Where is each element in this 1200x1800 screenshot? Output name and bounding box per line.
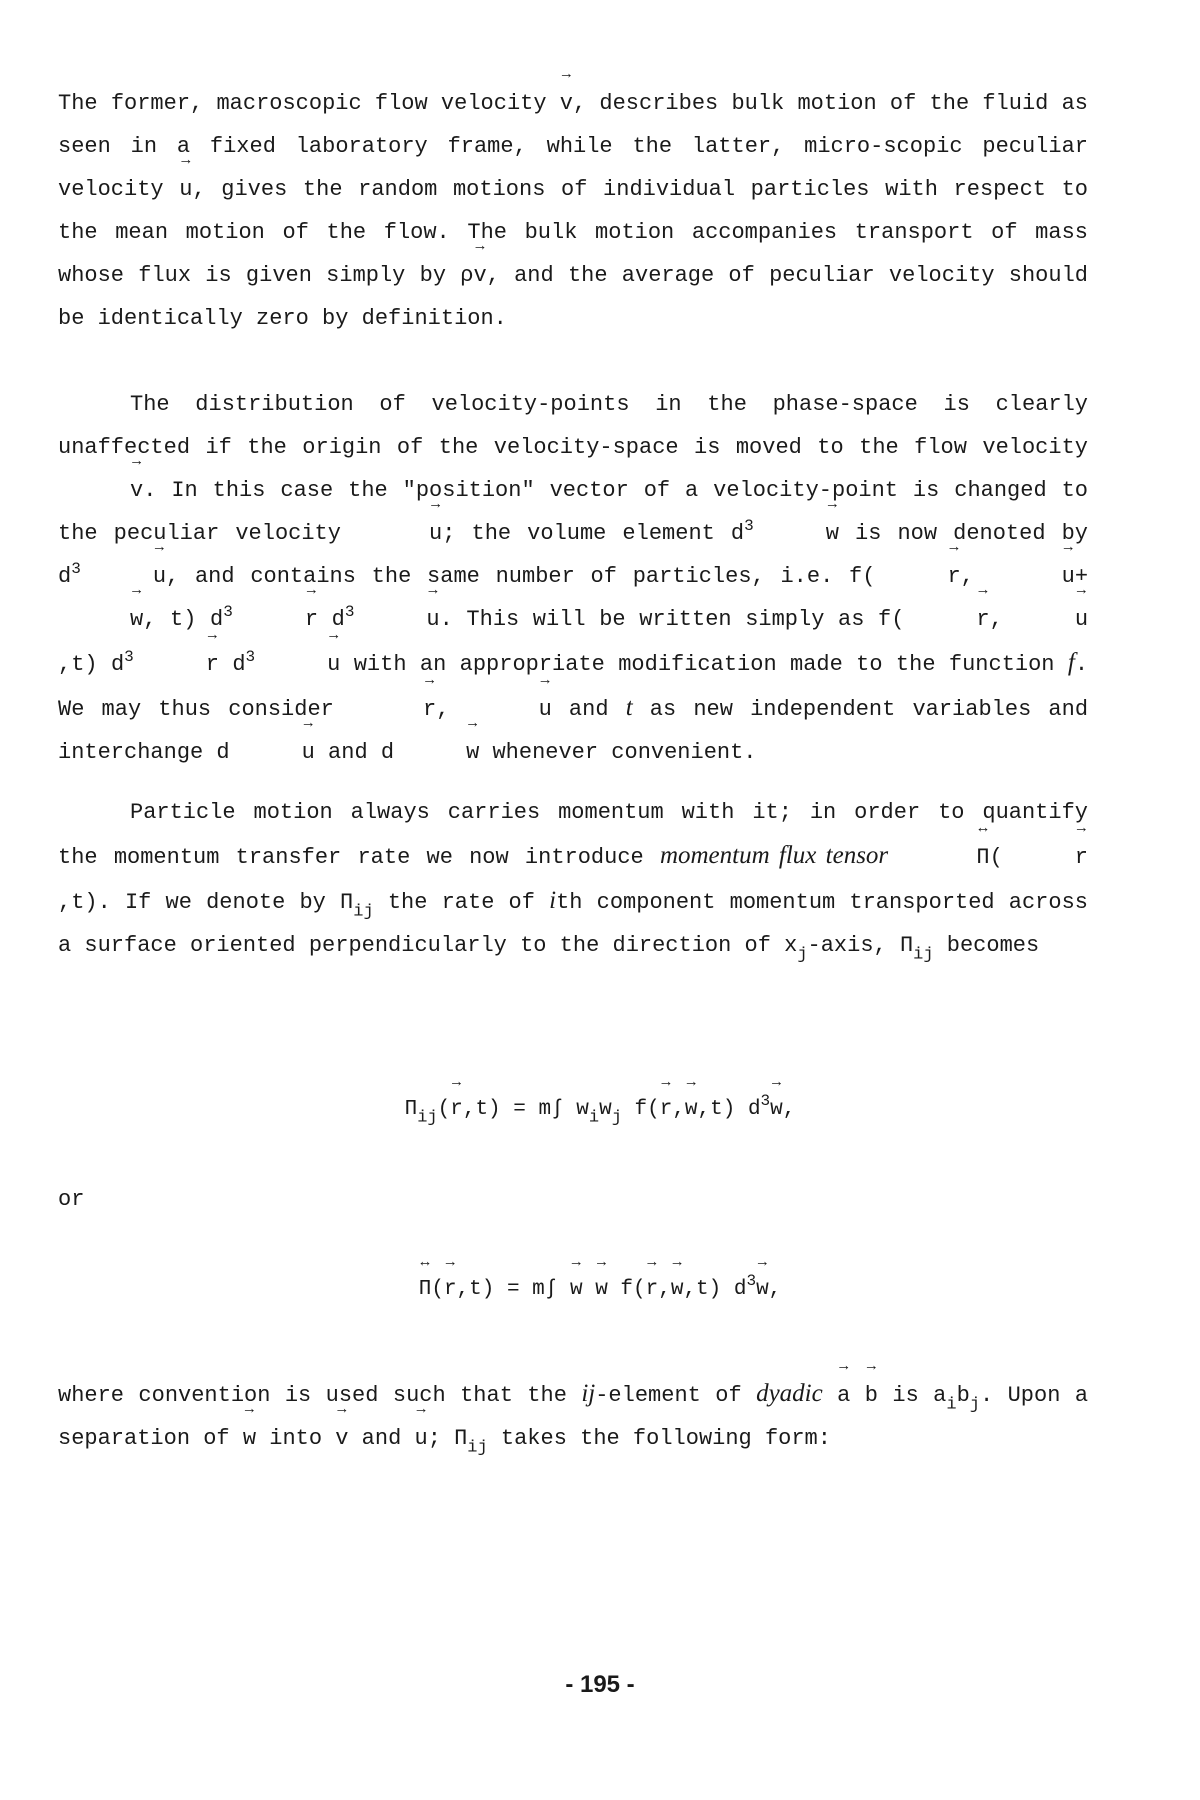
paragraph-momentum-flux: Particle motion always carries momentum with it; in order to quantify the momentum transfer rate we now introduce momentum flux tensor ↔ Π(→ r,t). If we denote by $\Pi_{ij}$ the rate of ith component momentum transported across a surface oriented perpendicularly to the direction of $x_j$-axis, $\Pi_{ij}$ becomes [58,791,1088,967]
vector-v: → v [473,254,486,297]
or-connector: or [58,1187,85,1212]
term-dyadic: dyadic [756,1380,823,1407]
tensor-pi: ↔ Π [904,836,989,879]
term-momentum-flux-tensor: momentum flux tensor [659,842,889,869]
vector-v: → v [560,82,573,125]
vector-v: → v [58,469,143,512]
equation-pi-ij: $\Pi_{ij}(\to r,t) = m\int$ $w_iw_j$ f(→ r,→ w,t) $d^3\to w$, [0,1090,1200,1130]
paragraph-flow-velocity: The former, macroscopic flow velocity → v, describes bulk motion of the fluid as seen in a fixed laboratory frame, while the latter, micro-scopic peculiar velocity → u, gives the random motions of individual particles with respect to the mean motion of the flow. The bulk motion accompanies transport of mass whose flux is given simply by ρ→ v, and the average of peculiar velocity should be identically zero by definition. [58,82,1088,340]
vector-u: → u [357,512,442,555]
paragraph-dyadic: where convention is used such that the ij-element of dyadic → a → b is $a_ib_j$. Upon a separation of → w into → v and → u; $\Pi_{ij}$ takes the following form: [58,1372,1088,1460]
vector-u: → u [179,168,192,211]
equation-pi-tensor: ↔ Π(→ r,t) = m∫ → w → w f(→ r,→ w,t) $d^3\to w$, [0,1270,1200,1310]
paragraph-distribution: The distribution of velocity-points in the phase-space is clearly unaffected if the origin of the velocity-space is moved to the flow velocity → v. In this case the "position" vector of a velocity-point is changed to the peculiar velocity → u; the volume element $d^3\to w$ is now denoted by $d^3\to u$, and contains the same number of particles, i.e. f(→ r, → u+→ w, t) $d^3\to r$ $d^3\to u$. This will be written simply as f(→ r,→ u,t) $d^3\to r$ $d^3\to u$ with an appropriate modification made to the function f. We may thus consider → r, → u and t as new independent variables and interchange d→ u and d→ w whenever convenient. [58,383,1088,774]
page-number: - 195 - [565,1671,635,1698]
